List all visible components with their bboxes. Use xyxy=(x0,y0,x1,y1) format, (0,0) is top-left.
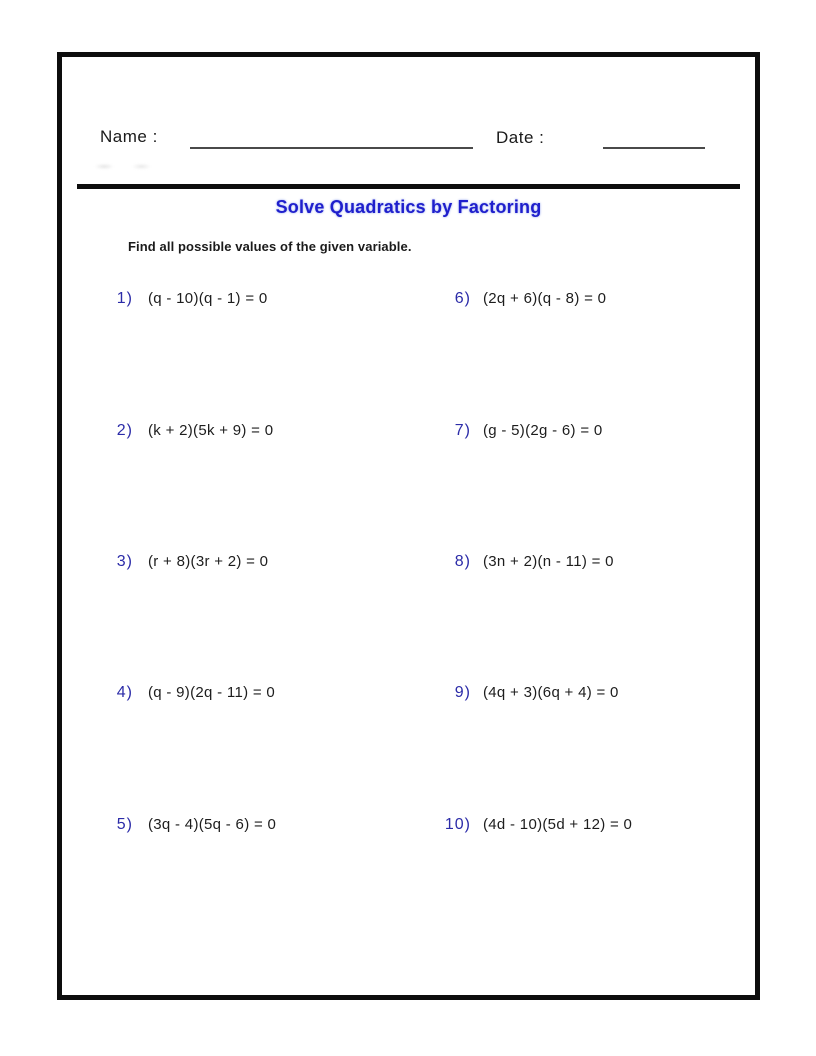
problem-2-equation: (k + 2)(5k + 9) = 0 xyxy=(148,422,274,439)
problem-7-equation: (g - 5)(2g - 6) = 0 xyxy=(483,422,603,439)
problem-10-number: 10) xyxy=(444,816,471,833)
problem-2-number: 2) xyxy=(116,422,133,439)
problem-10 xyxy=(435,816,632,834)
problem-6-number: 6) xyxy=(454,290,471,307)
problem-5-number: 5) xyxy=(116,816,133,833)
problem-1-number: 1) xyxy=(116,290,133,307)
problem-1 xyxy=(105,290,268,308)
problem-8-equation: (3n + 2)(n - 11) = 0 xyxy=(483,553,614,570)
worksheet-title: Solve Quadratics by Factoring xyxy=(275,197,542,217)
date-blank-line xyxy=(603,147,705,149)
instruction-text: Find all possible values of the given variable. xyxy=(128,239,412,254)
problem-3 xyxy=(105,553,268,571)
name-blank-line xyxy=(190,147,473,149)
problem-7-number: 7) xyxy=(454,422,471,439)
problem-7 xyxy=(435,422,603,440)
problem-5-equation: (3q - 4)(5q - 6) = 0 xyxy=(148,816,277,833)
problem-4 xyxy=(105,684,275,702)
problem-10-equation: (4d - 10)(5d + 12) = 0 xyxy=(483,816,633,833)
name-label: Name : xyxy=(100,127,158,146)
problem-4-number: 4) xyxy=(116,684,133,701)
worksheet-page xyxy=(57,52,760,1000)
problem-5 xyxy=(105,816,276,834)
scan-smudge-artifact xyxy=(95,162,157,171)
problem-9 xyxy=(435,684,619,702)
problem-2 xyxy=(105,422,273,440)
problem-3-equation: (r + 8)(3r + 2) = 0 xyxy=(148,553,269,570)
problem-6 xyxy=(435,290,606,308)
problem-1-equation: (q - 10)(q - 1) = 0 xyxy=(148,290,268,307)
header-divider-double-rule xyxy=(77,184,740,189)
problem-8-number: 8) xyxy=(454,553,471,570)
problem-9-number: 9) xyxy=(454,684,471,701)
problem-6-equation: (2q + 6)(q - 8) = 0 xyxy=(483,290,607,307)
date-label: Date : xyxy=(496,128,545,147)
problem-3-number: 3) xyxy=(116,553,133,570)
problem-4-equation: (q - 9)(2q - 11) = 0 xyxy=(148,684,276,701)
problem-8 xyxy=(435,553,614,571)
problem-9-equation: (4q + 3)(6q + 4) = 0 xyxy=(483,684,619,701)
